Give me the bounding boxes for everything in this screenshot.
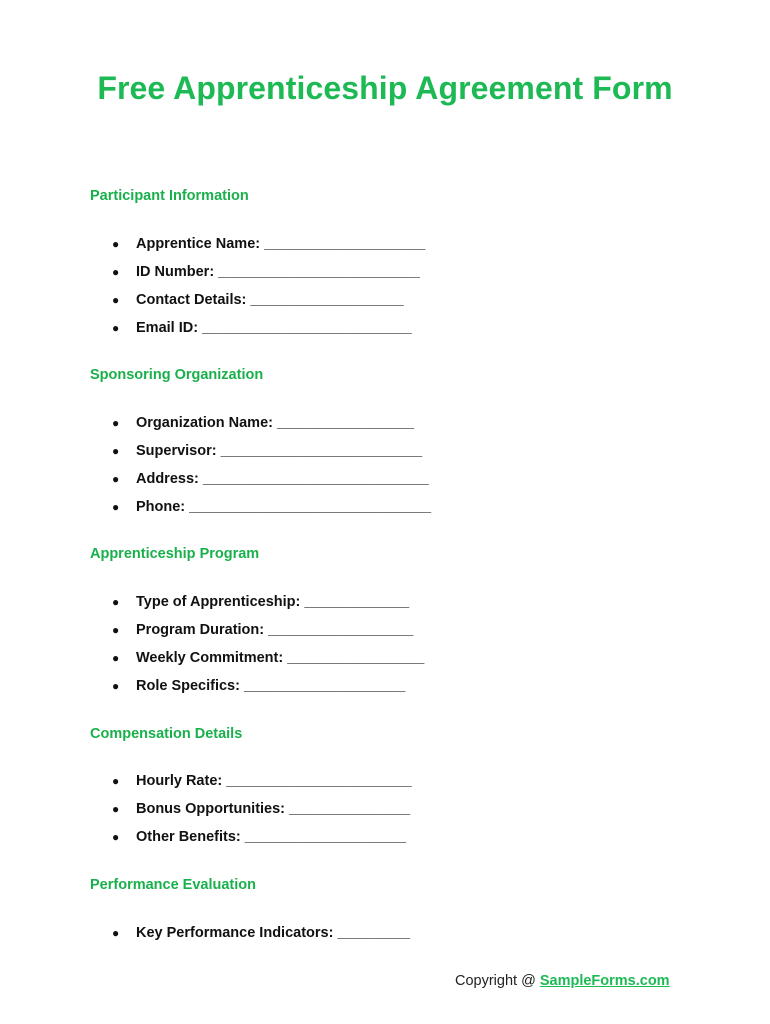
bullet-icon: ● <box>112 802 120 816</box>
field-hourly-rate[interactable] <box>112 773 412 789</box>
field-label: Apprentice Name: ____________________ <box>136 236 426 252</box>
bullet-icon: ● <box>112 444 120 458</box>
bullet-icon: ● <box>112 679 120 693</box>
bullet-icon: ● <box>112 774 120 788</box>
field-label: Role Specifics: ____________________ <box>136 678 406 694</box>
field-label: Bonus Opportunities: _______________ <box>136 801 411 817</box>
bullet-icon: ● <box>112 830 120 844</box>
bullet-icon: ● <box>112 237 120 251</box>
bullet-icon: ● <box>112 265 120 279</box>
field-other-benefits[interactable] <box>112 829 406 845</box>
bullet-icon: ● <box>112 500 120 514</box>
bullet-icon: ● <box>112 472 120 486</box>
bullet-icon: ● <box>112 926 120 940</box>
field-label: Supervisor: _________________________ <box>136 443 423 459</box>
form-title: Free Apprenticeship Agreement Form <box>97 70 673 106</box>
field-apprentice-name[interactable] <box>112 236 425 252</box>
field-contact-details[interactable] <box>112 292 404 308</box>
field-label: Other Benefits: ____________________ <box>136 829 407 845</box>
bullet-icon: ● <box>112 416 120 430</box>
section-heading-sponsoring: Sponsoring Organization <box>90 367 264 383</box>
field-address[interactable] <box>112 471 429 487</box>
field-label: Address: ____________________________ <box>136 471 429 487</box>
field-type-of-apprenticeship[interactable] <box>112 594 409 610</box>
section-heading-participant: Participant Information <box>90 188 249 204</box>
field-label: Type of Apprenticeship: _____________ <box>136 594 410 610</box>
copyright-footer <box>455 973 670 989</box>
field-phone[interactable] <box>112 499 431 515</box>
field-weekly-commitment[interactable] <box>112 650 424 666</box>
field-key-performance-indicators[interactable] <box>112 925 410 941</box>
field-label: Weekly Commitment: _________________ <box>136 650 425 666</box>
field-bonus-opportunities[interactable] <box>112 801 410 817</box>
field-id-number[interactable] <box>112 264 420 280</box>
field-label: Hourly Rate: _______________________ <box>136 773 412 789</box>
section-heading-program: Apprenticeship Program <box>90 546 260 562</box>
field-label: Program Duration: __________________ <box>136 622 414 638</box>
field-role-specifics[interactable] <box>112 678 405 694</box>
field-label: Key Performance Indicators: _________ <box>136 925 411 941</box>
section-heading-compensation: Compensation Details <box>90 726 243 742</box>
copyright-text: Copyright @ <box>455 973 540 989</box>
field-label: ID Number: _________________________ <box>136 264 420 280</box>
brand-link[interactable]: SampleForms.com <box>539 973 670 989</box>
bullet-icon: ● <box>112 293 120 307</box>
field-organization-name[interactable] <box>112 415 414 431</box>
bullet-icon: ● <box>112 595 120 609</box>
field-supervisor[interactable] <box>112 443 422 459</box>
field-label: Contact Details: ___________________ <box>136 292 404 308</box>
bullet-icon: ● <box>112 623 120 637</box>
bullet-icon: ● <box>112 651 120 665</box>
bullet-icon: ● <box>112 321 120 335</box>
section-heading-performance: Performance Evaluation <box>90 877 256 893</box>
field-email-id[interactable] <box>112 320 412 336</box>
field-label: Organization Name: _________________ <box>136 415 415 431</box>
field-label: Phone: ______________________________ <box>136 499 432 515</box>
field-label: Email ID: __________________________ <box>136 320 412 336</box>
field-program-duration[interactable] <box>112 622 413 638</box>
